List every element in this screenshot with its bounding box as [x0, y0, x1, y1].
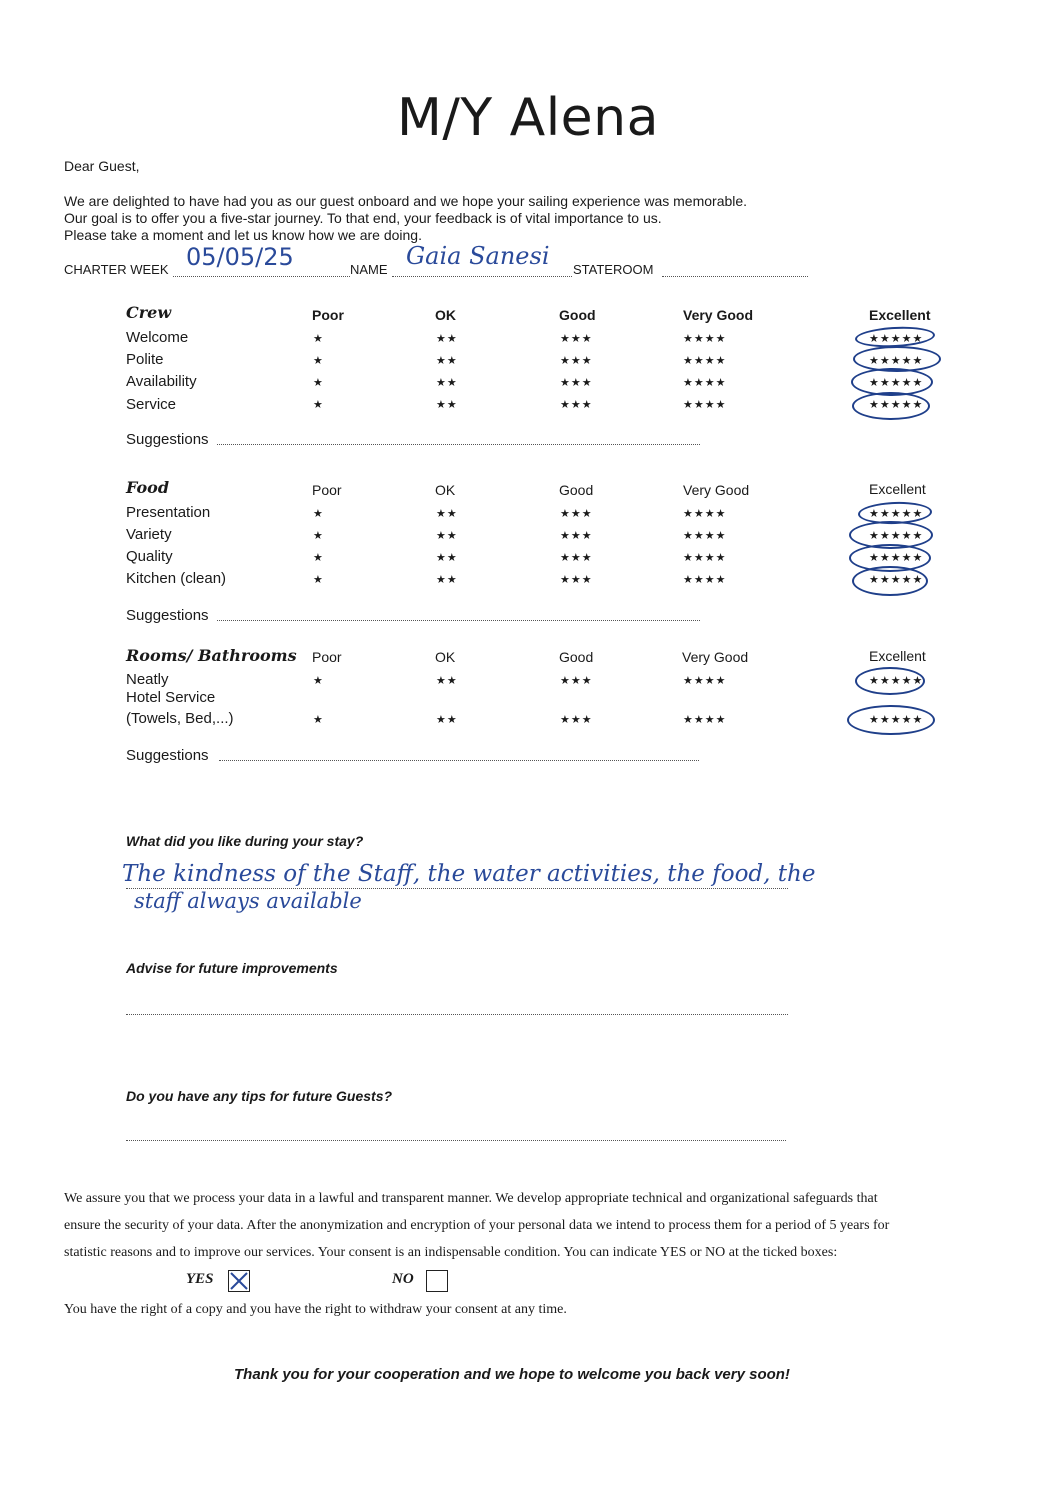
charter-week-label: CHARTER WEEK — [64, 262, 169, 277]
check-cross-icon — [229, 1271, 249, 1291]
rating-good[interactable]: ★★★ — [560, 399, 593, 411]
col-poor: Poor — [312, 307, 344, 323]
row-service: Service — [126, 396, 177, 413]
section-food-title: Food — [126, 478, 170, 497]
section-rooms-title: Rooms/ Bathrooms — [126, 646, 297, 665]
rating-good[interactable]: ★★★ — [560, 508, 593, 520]
col-ok: OK — [435, 307, 456, 323]
question-tips: Do you have any tips for future Guests? — [126, 1088, 393, 1104]
no-label: NO — [392, 1271, 414, 1287]
charter-week-field[interactable]: 05/05/25 — [186, 243, 294, 271]
intro-line-2: Our goal is to offer you a five-star journey. To that end, your feedback is of vital importance to us. — [64, 210, 662, 226]
col-excellent: Excellent — [869, 481, 926, 497]
suggestions-label: Suggestions — [126, 607, 209, 624]
greeting: Dear Guest, — [64, 158, 140, 174]
col-good: Good — [559, 307, 596, 323]
advise-answer-field[interactable] — [126, 1014, 788, 1015]
rating-poor[interactable]: ★ — [313, 355, 324, 367]
name-field[interactable]: Gaia Sanesi — [406, 242, 550, 270]
rating-poor[interactable]: ★ — [313, 675, 324, 687]
rating-ok[interactable]: ★★ — [436, 377, 458, 389]
row-kitchen: Kitchen (clean) — [126, 570, 227, 587]
row-neatly: Neatly — [126, 671, 169, 688]
rating-poor[interactable]: ★ — [313, 714, 324, 726]
rights-statement: You have the right of a copy and you have the right to withdraw your consent at any time. — [64, 1302, 567, 1317]
rating-excellent[interactable]: ★★★★★ — [869, 675, 924, 687]
rating-poor[interactable]: ★ — [313, 574, 324, 586]
yes-checkbox[interactable] — [228, 1270, 250, 1292]
rating-ok[interactable]: ★★ — [436, 574, 458, 586]
legal-line-2: ensure the security of your data. After the anonymization and encryption of your personal data we intend to process them for a period of 5 years for — [64, 1218, 890, 1233]
rating-ok[interactable]: ★★ — [436, 714, 458, 726]
rating-very-good[interactable]: ★★★★ — [683, 552, 727, 564]
question-liked: What did you like during your stay? — [126, 833, 364, 849]
rating-ok[interactable]: ★★ — [436, 530, 458, 542]
yes-label: YES — [186, 1271, 214, 1287]
charter-week-line — [173, 276, 350, 277]
rating-very-good[interactable]: ★★★★ — [683, 399, 727, 411]
name-line — [392, 276, 572, 277]
rating-good[interactable]: ★★★ — [560, 675, 593, 687]
row-availability: Availability — [126, 373, 197, 390]
selected-oval — [852, 392, 930, 420]
rating-very-good[interactable]: ★★★★ — [683, 377, 727, 389]
suggestions-label: Suggestions — [126, 747, 209, 764]
selected-oval — [847, 705, 935, 735]
rating-ok[interactable]: ★★ — [436, 552, 458, 564]
col-ok: OK — [435, 482, 456, 498]
rating-poor[interactable]: ★ — [313, 399, 324, 411]
selected-oval — [852, 566, 928, 596]
col-good: Good — [559, 649, 594, 665]
legal-line-3: statistic reasons and to improve our services. Your consent is an indispensable condition. You can indicate YES or NO at the ticked boxes: — [64, 1245, 838, 1260]
intro-line-1: We are delighted to have had you as our guest onboard and we hope your sailing experience was memorable. — [64, 193, 748, 209]
rating-very-good[interactable]: ★★★★ — [683, 355, 727, 367]
rating-ok[interactable]: ★★ — [436, 399, 458, 411]
rating-good[interactable]: ★★★ — [560, 355, 593, 367]
rating-very-good[interactable]: ★★★★ — [683, 714, 727, 726]
stateroom-field[interactable] — [662, 276, 808, 277]
col-excellent: Excellent — [869, 307, 931, 323]
rating-very-good[interactable]: ★★★★ — [683, 574, 727, 586]
rating-excellent[interactable]: ★★★★★ — [869, 530, 924, 542]
row-hotel-service: Hotel Service — [126, 689, 216, 706]
rating-excellent[interactable]: ★★★★★ — [869, 508, 924, 520]
rating-good[interactable]: ★★★ — [560, 530, 593, 542]
col-excellent: Excellent — [869, 648, 926, 664]
rating-ok[interactable]: ★★ — [436, 508, 458, 520]
rating-poor[interactable]: ★ — [313, 530, 324, 542]
selected-oval — [855, 667, 925, 695]
row-variety: Variety — [126, 526, 172, 543]
col-good: Good — [559, 482, 594, 498]
no-checkbox[interactable] — [426, 1270, 448, 1292]
suggestions-label: Suggestions — [126, 431, 209, 448]
col-poor: Poor — [312, 649, 342, 665]
rating-ok[interactable]: ★★ — [436, 675, 458, 687]
rating-poor[interactable]: ★ — [313, 333, 324, 345]
closing-message: Thank you for your cooperation and we hope to welcome you back very soon! — [234, 1366, 790, 1383]
rating-very-good[interactable]: ★★★★ — [683, 333, 727, 345]
section-crew-title: Crew — [126, 303, 172, 322]
suggestions-field[interactable] — [217, 444, 700, 445]
rating-excellent[interactable]: ★★★★★ — [869, 377, 924, 389]
rating-good[interactable]: ★★★ — [560, 333, 593, 345]
rating-poor[interactable]: ★ — [313, 377, 324, 389]
col-very-good: Very Good — [683, 482, 750, 498]
rating-ok[interactable]: ★★ — [436, 355, 458, 367]
page-title: M/Y Alena — [396, 88, 659, 148]
rating-excellent[interactable]: ★★★★★ — [869, 399, 924, 411]
col-poor: Poor — [312, 482, 342, 498]
rating-excellent[interactable]: ★★★★★ — [869, 574, 924, 586]
rating-poor[interactable]: ★ — [313, 508, 324, 520]
question-advise: Advise for future improvements — [126, 960, 338, 976]
suggestions-field[interactable] — [219, 760, 699, 761]
rating-good[interactable]: ★★★ — [560, 574, 593, 586]
legal-line-1: We assure you that we process your data in a lawful and transparent manner. We develop appropriate technical and organizational safeguards that — [64, 1191, 878, 1206]
suggestions-field[interactable] — [217, 620, 700, 621]
col-very-good: Very Good — [682, 649, 749, 665]
stateroom-label: STATEROOM — [573, 262, 654, 277]
rating-good[interactable]: ★★★ — [560, 552, 593, 564]
name-label: NAME — [350, 262, 388, 277]
rating-excellent[interactable]: ★★★★★ — [869, 714, 924, 726]
rating-excellent[interactable]: ★★★★★ — [869, 552, 924, 564]
liked-answer-line-2[interactable]: staff always available — [134, 889, 362, 913]
row-presentation: Presentation — [126, 504, 211, 521]
rating-good[interactable]: ★★★ — [560, 377, 593, 389]
rating-poor[interactable]: ★ — [313, 552, 324, 564]
rating-good[interactable]: ★★★ — [560, 714, 593, 726]
rating-ok[interactable]: ★★ — [436, 333, 458, 345]
liked-answer-line-1[interactable]: The kindness of the Staff, the water activities, the food, the — [122, 861, 816, 887]
row-quality: Quality — [126, 548, 173, 565]
col-very-good: Very Good — [683, 307, 754, 323]
intro-line-3: Please take a moment and let us know how we are doing. — [64, 227, 422, 243]
row-towels-bed: (Towels, Bed,...) — [126, 710, 234, 727]
rating-very-good[interactable]: ★★★★ — [683, 508, 727, 520]
rating-very-good[interactable]: ★★★★ — [683, 530, 727, 542]
rating-excellent[interactable]: ★★★★★ — [869, 355, 924, 367]
row-welcome: Welcome — [126, 329, 189, 346]
tips-answer-field[interactable] — [126, 1140, 786, 1141]
col-ok: OK — [435, 649, 456, 665]
row-polite: Polite — [126, 351, 164, 368]
rating-very-good[interactable]: ★★★★ — [683, 675, 727, 687]
rating-excellent[interactable]: ★★★★★ — [869, 333, 924, 345]
